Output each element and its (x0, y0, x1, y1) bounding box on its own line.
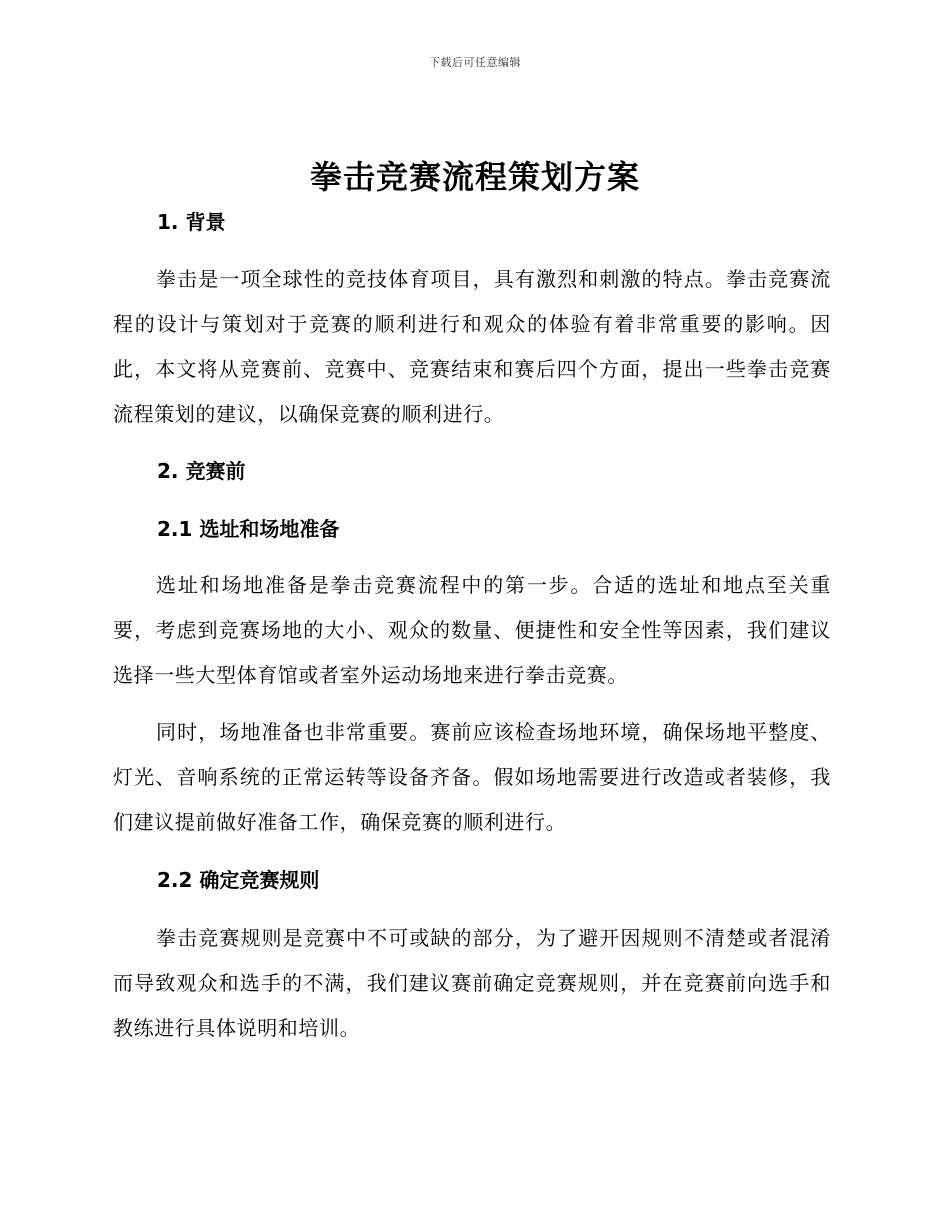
paragraph-venue-selection: 选址和场地准备是拳击竞赛流程中的第一步。合适的选址和地点至关重要，考虑到竞赛场地的大小、观众的数量、便捷性和安全性等因素，我们建议选择一些大型体育馆或者室外运动场地来进行拳击竞赛。 (113, 573, 831, 687)
paragraph-venue-preparation: 同时，场地准备也非常重要。赛前应该检查场地环境，确保场地平整度、灯光、音响系统的正常运转等设备齐备。假如场地需要进行改造或者装修，我们建议提前做好准备工作，确保竞赛的顺利进行。 (113, 720, 831, 834)
paragraph-background: 拳击是一项全球性的竞技体育项目，具有激烈和刺激的特点。拳击竞赛流程的设计与策划对于竞赛的顺利进行和观众的体验有着非常重要的影响。因此，本文将从竞赛前、竞赛中、竞赛结束和赛后四个方面，提出一些拳击竞赛流程策划的建议，以确保竞赛的顺利进行。 (113, 267, 831, 426)
section-heading-before-competition: 2. 竞赛前 (157, 459, 246, 483)
subsection-heading-rules: 2.2 确定竞赛规则 (157, 868, 320, 892)
paragraph-rules: 拳击竞赛规则是竞赛中不可或缺的部分，为了避开因规则不清楚或者混淆而导致观众和选手的不满，我们建议赛前确定竞赛规则，并在竞赛前向选手和教练进行具体说明和培训。 (113, 926, 831, 1040)
page-header-note: 下载后可任意编辑 (429, 56, 521, 69)
document-title: 拳击竞赛流程策划方案 (309, 158, 640, 196)
subsection-heading-venue: 2.1 选址和场地准备 (157, 517, 340, 541)
section-heading-background: 1. 背景 (157, 210, 226, 234)
